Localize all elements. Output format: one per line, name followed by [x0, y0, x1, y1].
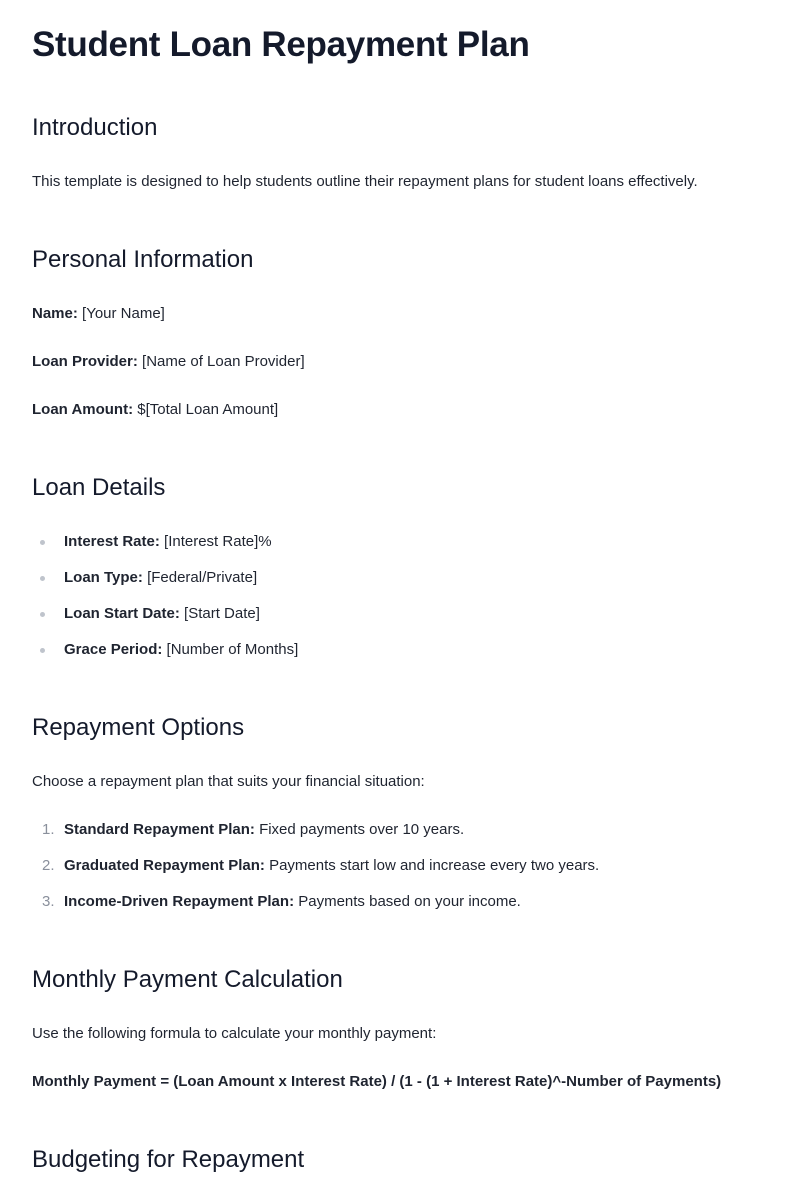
list-item-loan-type [64, 568, 257, 588]
bullet-icon [40, 540, 45, 545]
heading-personal-information: Personal Information [32, 246, 254, 273]
field-loan-provider [32, 352, 305, 372]
item-value: [Number of Months] [166, 641, 299, 658]
repayment-options-intro: Choose a repayment plan that suits your financial situation: [32, 773, 425, 790]
field-value: [Your Name] [82, 305, 165, 322]
monthly-payment-intro: Use the following formula to calculate your monthly payment: [32, 1025, 437, 1042]
item-label: Loan Type: [64, 569, 143, 586]
monthly-payment-formula: Monthly Payment = (Loan Amount x Interest Rate) / (1 - (1 + Interest Rate)^-Number of Payments) [32, 1073, 722, 1090]
field-label: Loan Provider: [32, 353, 138, 370]
item-label: Income-Driven Repayment Plan: [64, 893, 295, 910]
field-loan-amount [32, 400, 278, 420]
heading-budgeting: Budgeting for Repayment [32, 1146, 305, 1173]
list-item-income-driven-plan [42, 892, 521, 912]
document-title: Student Loan Repayment Plan [32, 25, 530, 64]
item-value: Payments based on your income. [298, 893, 521, 910]
list-item-loan-start-date [64, 604, 260, 624]
field-name [32, 304, 165, 324]
item-value: [Start Date] [184, 605, 260, 622]
list-number: 2. [42, 857, 55, 874]
list-item-graduated-plan [42, 856, 600, 876]
list-item-interest-rate [64, 532, 272, 552]
list-number: 3. [42, 893, 55, 910]
bullet-icon [40, 576, 45, 581]
field-label: Loan Amount: [32, 401, 134, 418]
list-number: 1. [42, 821, 55, 838]
item-label: Grace Period: [64, 641, 163, 658]
item-value: [Interest Rate]% [164, 533, 272, 550]
item-label: Standard Repayment Plan: [64, 821, 255, 838]
item-label: Interest Rate: [64, 533, 160, 550]
list-item-grace-period [64, 640, 298, 660]
introduction-text: This template is designed to help students outline their repayment plans for student loans effectively. [32, 173, 698, 190]
item-value: [Federal/Private] [147, 569, 258, 586]
item-label: Graduated Repayment Plan: [64, 857, 265, 874]
heading-repayment-options: Repayment Options [32, 714, 245, 741]
item-value: Payments start low and increase every two years. [269, 857, 600, 874]
heading-loan-details: Loan Details [32, 474, 166, 501]
item-value: Fixed payments over 10 years. [259, 821, 465, 838]
heading-monthly-payment: Monthly Payment Calculation [32, 966, 343, 993]
field-value: [Name of Loan Provider] [142, 353, 305, 370]
list-item-standard-plan [42, 820, 465, 840]
item-label: Loan Start Date: [64, 605, 180, 622]
field-value: $[Total Loan Amount] [137, 401, 279, 418]
heading-introduction: Introduction [32, 114, 158, 141]
bullet-icon [40, 612, 45, 617]
field-label: Name: [32, 305, 78, 322]
bullet-icon [40, 648, 45, 653]
